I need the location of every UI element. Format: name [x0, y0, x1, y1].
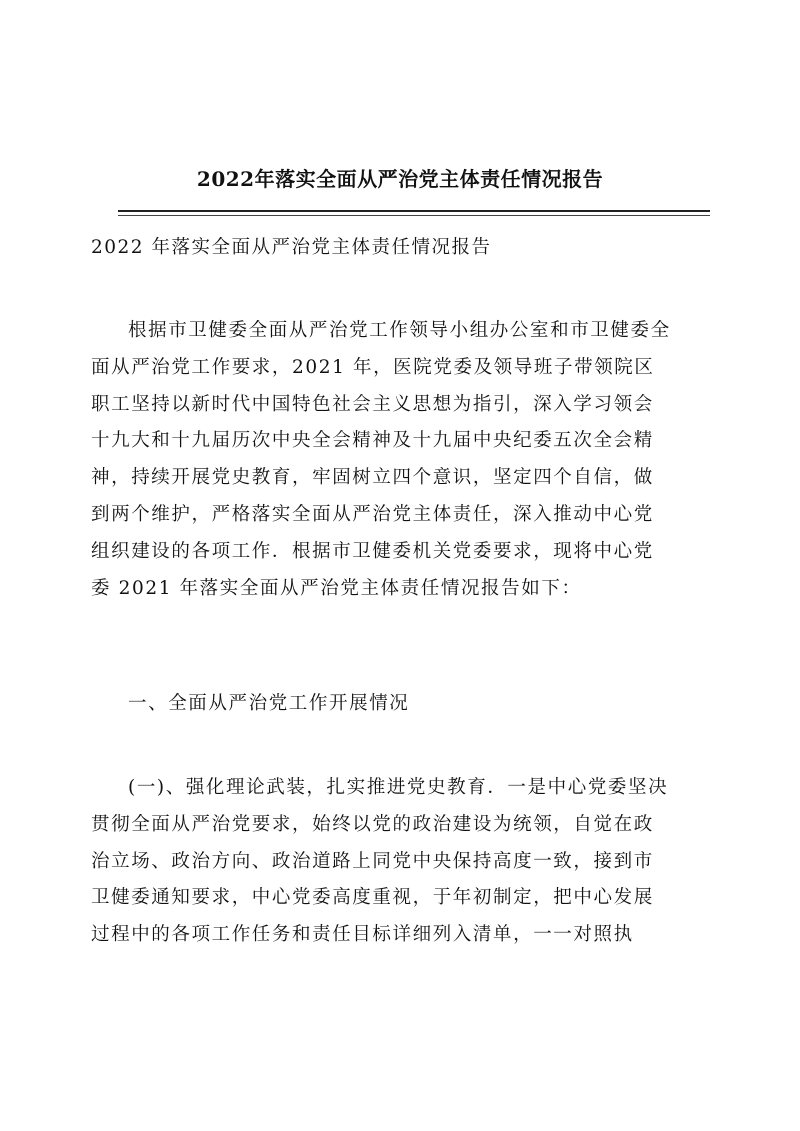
paragraph-line: 神，持续开展党史教育，牢固树立四个意识，坚定四个自信，做: [91, 467, 654, 489]
paragraph-line: 贯彻全面从严治党要求，始终以党的政治建设为统领，自觉在政: [91, 813, 654, 835]
paragraph-line: (一)、强化理论武装，扎实推进党史教育．一是中心党委坚决: [128, 777, 669, 798]
title-divider-thin: [118, 215, 710, 216]
intro-paragraph: [91, 313, 721, 607]
paragraph-line: 卫健委通知要求，中心党委高度重视，于年初制定，把中心发展: [91, 887, 654, 909]
paragraph-line: 根据市卫健委全面从严治党工作领导小组办公室和市卫健委全: [128, 320, 671, 341]
paragraph-line: 十九大和十九届历次中央全会精神及十九届中央纪委五次全会精: [91, 430, 654, 452]
document-title: 2022年落实全面从严治党主体责任情况报告: [196, 167, 604, 191]
paragraph-line: 职工坚持以新时代中国特色社会主义思想为指引，深入学习领会: [91, 393, 654, 415]
document-subtitle: 2022 年落实全面从严治党主体责任情况报告: [91, 237, 492, 258]
paragraph-line: 组织建设的各项工作．根据市卫健委机关党委要求，现将中心党: [91, 540, 654, 562]
title-divider-thick: [118, 210, 710, 212]
paragraph-line: 委 2021 年落实全面从严治党主体责任情况报告如下：: [91, 577, 582, 599]
section-heading: 一、全面从严治党工作开展情况: [128, 693, 410, 714]
paragraph-line: 到两个维护，严格落实全面从严治党主体责任，深入推动中心党: [91, 503, 654, 525]
paragraph-line: 治立场、政治方向、政治道路上同党中央保持高度一致，接到市: [91, 850, 654, 872]
section-paragraph: [91, 770, 721, 954]
paragraph-line: 面从严治党工作要求，2021 年，医院党委及领导班子带领院区: [91, 356, 655, 378]
paragraph-line: 过程中的各项工作任务和责任目标详细列入清单，一一对照执: [91, 924, 634, 946]
